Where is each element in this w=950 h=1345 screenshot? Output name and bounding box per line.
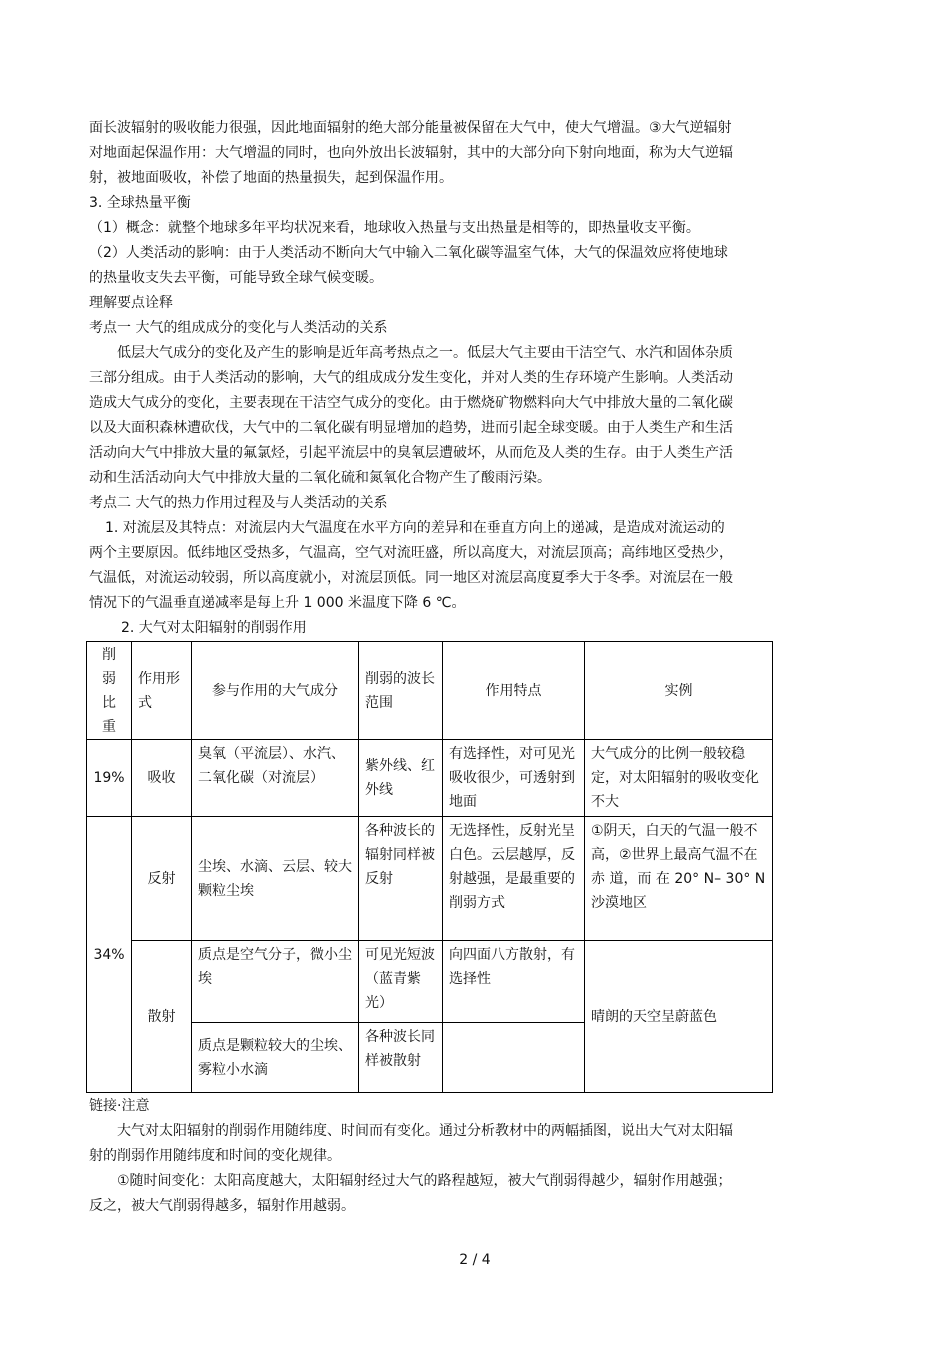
text-line: 反之，被大气削弱得越多，辐射作用越弱。 — [89, 1198, 355, 1214]
table-row-scatter-1 — [87, 941, 773, 1023]
section-title: 3. 全球热量平衡 — [89, 195, 191, 211]
feature-cell — [443, 1023, 585, 1093]
text-line: 动和生活活动向大气中排放大量的二氧化硫和氮氧化合物产生了酸雨污染。 — [89, 470, 551, 486]
ratio-cell: 19% — [87, 740, 132, 817]
feature-cell: 有选择性，对可见光吸收很少，可透射到地面 — [443, 740, 585, 817]
kaodian-1-title: 考点一 大气的组成成分的变化与人类活动的关系 — [89, 320, 388, 336]
top-paragraph — [89, 116, 789, 191]
ratio-cell: 34% — [87, 817, 132, 1093]
table-header-row — [87, 642, 773, 740]
feature-cell: 向四面八方散射，有选择性 — [443, 941, 585, 1023]
concept-item: （1）概念：就整个地球多年平均状况来看，地球收入热量与支出热量是相等的，即热量收支平衡。 — [89, 220, 700, 236]
feature-cell: 无选择性，反射光呈白色。云层越厚，反射越强，是最重要的削弱方式 — [443, 817, 585, 941]
header-form: 作用形式 — [132, 642, 192, 740]
text-line: （2）人类活动的影响：由于人类活动不断向大气中输入二氧化碳等温室气体，大气的保温效应将使地球 — [89, 245, 728, 261]
form-cell: 散射 — [132, 941, 192, 1093]
wavelength-cell: 各种波长的辐射同样被反射 — [359, 817, 443, 941]
wavelength-cell: 紫外线、红外线 — [359, 740, 443, 817]
text-line: 射，被地面吸收，补偿了地面的热量损失，起到保温作用。 — [89, 170, 453, 186]
text-line: 气温低，对流运动较弱，所以高度就小，对流层顶低。同一地区对流层高度夏季大于冬季。对流层在一般 — [89, 570, 733, 586]
text-line: 以及大面积森林遭砍伐，大气中的二氧化碳有明显增加的趋势，进而引起全球变暖。由于人类生产和生活 — [89, 420, 733, 436]
text-line: 的热量收支失去平衡，可能导致全球气候变暖。 — [89, 270, 383, 286]
text-line: 活动向大气中排放大量的氟氯烃，引起平流层中的臭氧层遭破坏，从而危及人类的生存。由于人类生产活 — [89, 445, 733, 461]
text-line: ①随时间变化：太阳高度越大，太阳辐射经过大气的路程越短，被大气削弱得越少，辐射作用越强； — [117, 1173, 732, 1189]
header-feature: 作用特点 — [443, 642, 585, 740]
kaodian-1-body — [89, 341, 789, 491]
components-cell: 尘埃、水滴、云层、较大颗粒尘埃 — [192, 817, 359, 941]
kaodian-2-title: 考点二 大气的热力作用过程及与人类活动的关系 — [89, 495, 388, 511]
text-line: 三部分组成。由于人类活动的影响，大气的组成成分发生变化，并对人类的生存环境产生影响。人类活动 — [89, 370, 733, 386]
link-note-title: 链接·注意 — [89, 1098, 150, 1114]
components-cell: 质点是空气分子，微小尘埃 — [192, 941, 359, 1023]
example-cell: 晴朗的天空呈蔚蓝色 — [585, 941, 773, 1093]
components-cell: 质点是颗粒较大的尘埃、雾粒小水滴 — [192, 1023, 359, 1093]
header-components: 参与作用的大气成分 — [192, 642, 359, 740]
text-line: 面长波辐射的吸收能力很强，因此地面辐射的绝大部分能量被保留在大气中，使大气增温。③大气逆辐射 — [89, 120, 732, 136]
wavelength-cell: 可见光短波（蓝青紫光） — [359, 941, 443, 1023]
example-cell: 大气成分的比例一般较稳定，对太阳辐射的吸收变化不大 — [585, 740, 773, 817]
page-number: 2 / 4 — [459, 1252, 491, 1268]
components-cell: 臭氧（平流层）、水汽、二氧化碳（对流层） — [192, 740, 359, 817]
header-example: 实例 — [585, 642, 773, 740]
text-line: 射的削弱作用随纬度和时间的变化规律。 — [89, 1148, 341, 1164]
text-line: 造成大气成分的变化，主要表现在干洁空气成分的变化。由于燃烧矿物燃料向大气中排放大量的二氧化碳 — [89, 395, 733, 411]
text-line: 对地面起保温作用：大气增温的同时，也向外放出长波辐射，其中的大部分向下射向地面，称为大气逆辐 — [89, 145, 733, 161]
form-cell: 反射 — [132, 817, 192, 941]
text-line: 大气对太阳辐射的削弱作用随纬度、时间而有变化。通过分析教材中的两幅插图，说出大气对太阳辐 — [117, 1123, 733, 1139]
section-heat-balance — [89, 191, 789, 341]
table-row-absorb — [87, 740, 773, 817]
text-line: 两个主要原因。低纬地区受热多，气温高，空气对流旺盛，所以高度大，对流层顶高；高纬地区受热少， — [89, 545, 733, 561]
text-line: 情况下的气温垂直递减率是每上升 1 000 米温度下降 6 ℃。 — [89, 595, 466, 611]
table-row-reflect — [87, 817, 773, 941]
link-note — [89, 1094, 789, 1219]
text-line: 1. 对流层及其特点：对流层内大气温度在水平方向的差异和在垂直方向上的递减，是造成对流运动的 — [105, 520, 725, 536]
text-line: 低层大气成分的变化及产生的影响是近年高考热点之一。低层大气主要由干洁空气、水汽和固体杂质 — [117, 345, 733, 361]
form-cell: 吸收 — [132, 740, 192, 817]
header-wavelength: 削弱的波长范围 — [359, 642, 443, 740]
wavelength-cell: 各种波长同样被散射 — [359, 1023, 443, 1093]
kaodian-2 — [89, 491, 789, 641]
table-caption: 2. 大气对太阳辐射的削弱作用 — [121, 620, 307, 636]
key-points-title: 理解要点诠释 — [89, 295, 173, 311]
header-ratio: 削弱比重 — [87, 642, 132, 740]
example-cell: ①阴天，白天的气温一般不高，②世界上最高气温不在赤 道，而 在 20° N– 30° N 沙漠地区 — [585, 817, 773, 941]
attenuation-table — [86, 641, 773, 1093]
